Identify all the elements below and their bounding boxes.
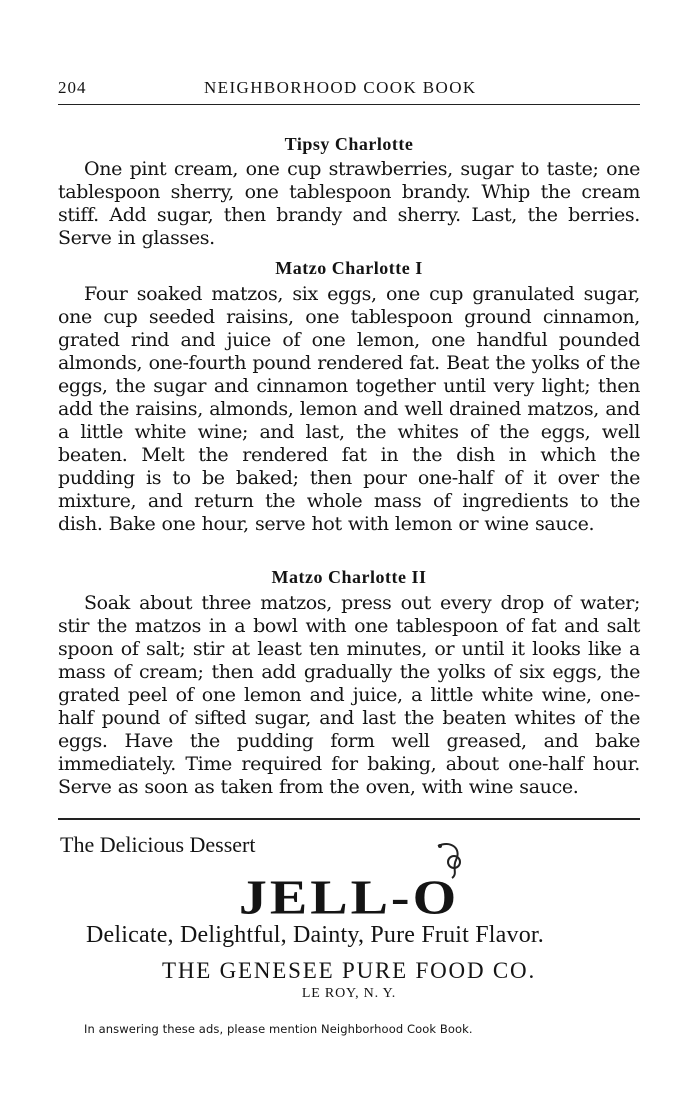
recipe-title-matzo-charlotte-2: Matzo Charlotte II (271, 567, 427, 587)
recipe-body-tipsy-charlotte: One pint cream, one cup strawberries, sugar to taste; one tablespoon sherry, one tablespoon brandy. Whip the cream stiff. Add sugar, then brandy and sherry. Last, the berries. Serve in glasses. (58, 158, 640, 249)
header-rule (58, 104, 640, 105)
recipe-body-matzo-charlotte-1: Four soaked matzos, six eggs, one cup granulated sugar, one cup seeded raisins, one tablespoon ground cinnamon, grated rind and juice of one lemon, one handful pounded almonds, one-fourth pound rendered fat. Beat the yolks of the eggs, the sugar and cinnamon together until very light; then add the raisins, almonds, lemon and well drained matzos, and a little white wine; and last, the whites of the eggs, well beaten. Melt the rendered fat in the dish in which the pudding is to be baked; then pour one-half of it over the mixture, and return the whole mass of ingredients to the dish. Bake one hour, serve hot with lemon or wine sauce. (58, 283, 640, 535)
ad-brand-logo: JELL-O (238, 871, 460, 925)
ad-company-city: LE ROY, N. Y. (301, 986, 397, 1001)
page-header (58, 78, 640, 100)
recipe-title-tipsy-charlotte: Tipsy Charlotte (284, 134, 414, 154)
ad-tagline: The Delicious Dessert (60, 832, 256, 857)
ad-flavor-line: Delicate, Delightful, Dainty, Pure Fruit Flavor. (86, 922, 544, 948)
recipe-title-matzo-charlotte-1: Matzo Charlotte I (275, 258, 423, 278)
ad-company-name: THE GENESEE PURE FOOD CO. (161, 958, 537, 983)
book-page (58, 0, 640, 1111)
running-head: NEIGHBORHOOD COOK BOOK (204, 78, 477, 97)
footer-note: In answering these ads, please mention Neighborhood Cook Book. (84, 1022, 473, 1036)
recipe-body-matzo-charlotte-2: Soak about three matzos, press out every drop of water; stir the matzos in a bowl with one tablespoon of fat and salt spoon of salt; stir at least ten minutes, or until it looks like a mass of cream; then add gradually the yolks of six eggs, the grated peel of one lemon and juice, a little white wine, one-half pound of sifted sugar, and last the beaten whites of the eggs. Have the pudding form well greased, and bake immediately. Time required for baking, about one-half hour. Serve as soon as taken from the oven, with wine sauce. (58, 592, 640, 798)
page-number: 204 (58, 78, 87, 97)
jello-advertisement (58, 826, 640, 1026)
advertisement-rule (58, 818, 640, 820)
